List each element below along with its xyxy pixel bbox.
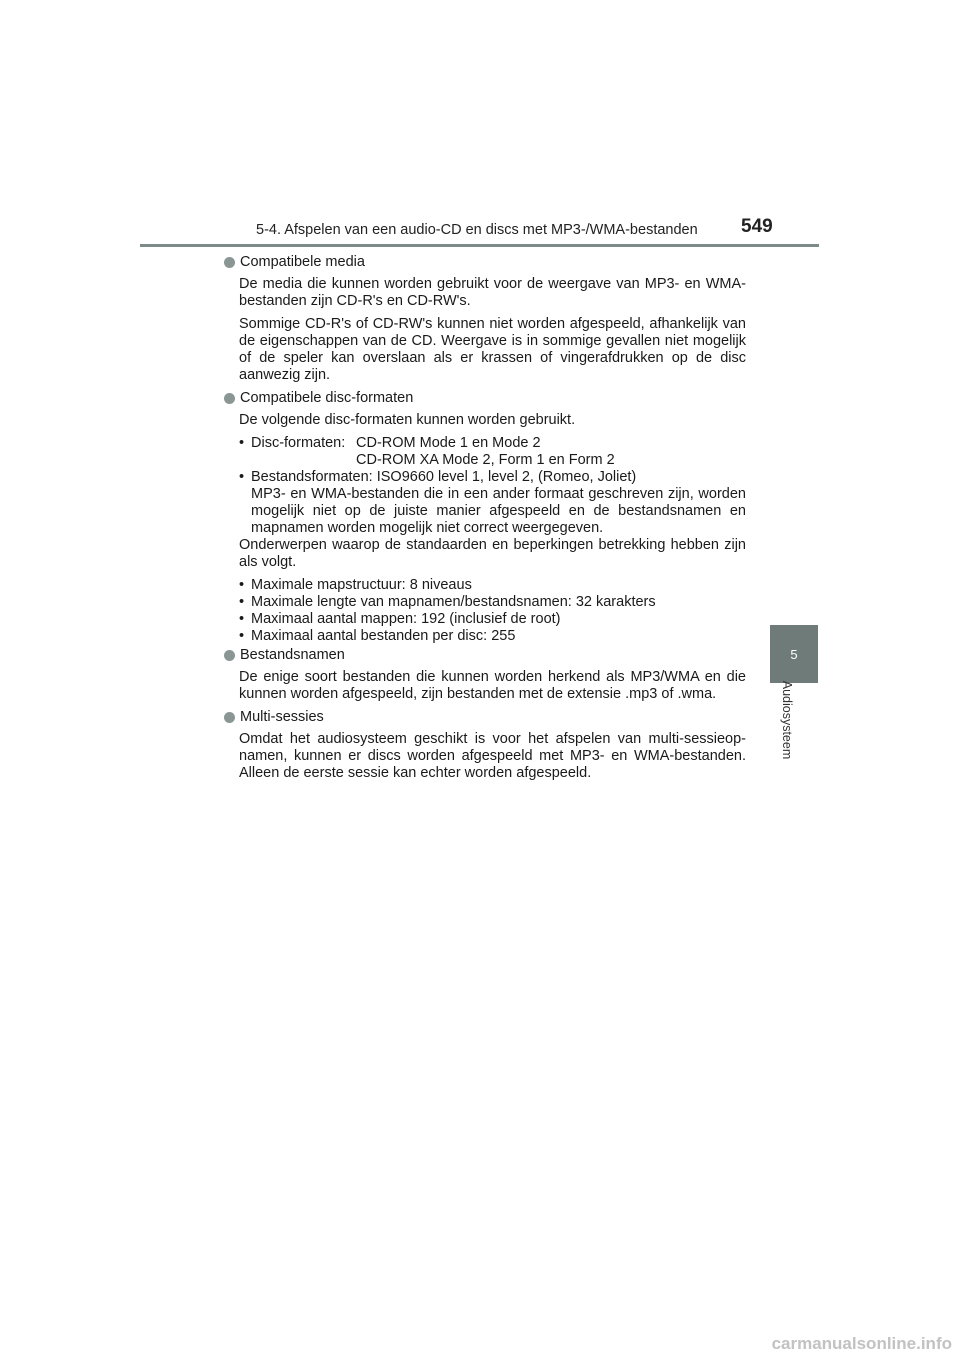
list-item: • Maximaal aantal mappen: 192 (inclusief de root) (239, 611, 561, 627)
bullet-dot-icon (224, 393, 235, 404)
section-title: Bestandsnamen (240, 647, 345, 663)
section-header-title: 5-4. Afspelen van een audio-CD en discs met MP3-/WMA-bestanden (256, 222, 698, 238)
disc-format-row (239, 435, 746, 452)
section-heading-formats (222, 390, 746, 407)
section-title: Multi-sessies (240, 709, 324, 725)
chapter-tab[interactable] (770, 625, 818, 683)
disc-format-value: CD-ROM XA Mode 2, Form 1 en Form 2 (356, 452, 615, 468)
list-bullet: • (239, 628, 245, 644)
header-rule (140, 244, 819, 247)
file-format-text: Bestandsformaten: ISO9660 level 1, level 2, (Romeo, Joliet) (251, 469, 637, 485)
section-heading-media (222, 254, 746, 271)
section-heading-filenames (222, 647, 746, 664)
list-item-note (239, 486, 746, 537)
watermark-footer: carmanualsonline.info (771, 1334, 952, 1353)
section-title: Compatibele disc-formaten (240, 390, 414, 406)
paragraph: De volgende disc-formaten kunnen worden gebruikt. (239, 412, 576, 428)
chapter-side-label: Audiosysteem (780, 680, 794, 760)
chapter-tab-number: 5 (790, 646, 798, 662)
list-bullet: • (239, 594, 245, 610)
bullet-dot-icon (224, 712, 235, 723)
page-number: 549 (741, 216, 773, 237)
section-heading-multisession (222, 709, 746, 726)
disc-format-value: CD-ROM Mode 1 en Mode 2 (356, 435, 541, 451)
list-item: • Maximale lengte van mapnamen/bestandsnamen: 32 karakters (239, 594, 656, 610)
list-bullet: • (239, 435, 245, 451)
bullet-dot-icon (224, 257, 235, 268)
list-bullet: • (239, 577, 245, 593)
paragraph: De media die kunnen worden gebruikt voor de weergave van MP3- en WMA-bestanden zijn CD-R's en CD-RW's. (239, 276, 746, 309)
list-bullet: • (239, 611, 245, 627)
file-format-note: MP3- en WMA-bestanden die in een ander formaat geschreven zijn, worden mogelijk niet op de juiste manier afgespeeld en de bestandsnamen en mapnamen worden mogelijk niet correct weergegeven. (251, 486, 746, 536)
list-bullet: • (239, 469, 245, 485)
bullet-dot-icon (224, 650, 235, 661)
list-item (239, 469, 746, 486)
paragraph: De enige soort bestanden die kunnen worden herkend als MP3/WMA en die kunnen worden afgespeeld, zijn bestanden met de extensie .mp3 of .wma. (239, 669, 746, 702)
list-item: • Maximale mapstructuur: 8 niveaus (239, 577, 472, 593)
page-content (222, 254, 746, 788)
disc-format-key: Disc-formaten: (251, 435, 346, 451)
list-item: • Maximaal aantal bestanden per disc: 255 (239, 628, 516, 644)
paragraph: Omdat het audiosysteem geschikt is voor het afspelen van multi-sessieop-namen, kunnen er discs worden afgespeeld met MP3- en WMA-bestanden. Alleen de eerste sessie kan echter worden afgespeeld. (239, 731, 746, 781)
disc-format-row (239, 452, 746, 469)
paragraph: Onderwerpen waarop de standaarden en beperkingen betrekking hebben zijn als volgt. (239, 537, 746, 570)
section-title: Compatibele media (240, 254, 365, 270)
paragraph: Sommige CD-R's of CD-RW's kunnen niet worden afgespeeld, afhankelijk van de eigenschappen van de CD. Weergave is in sommige gevallen niet mogelijk of de speler kan overslaan als er krassen of vingerafdrukken op de disc aanwezig zijn. (239, 316, 746, 383)
